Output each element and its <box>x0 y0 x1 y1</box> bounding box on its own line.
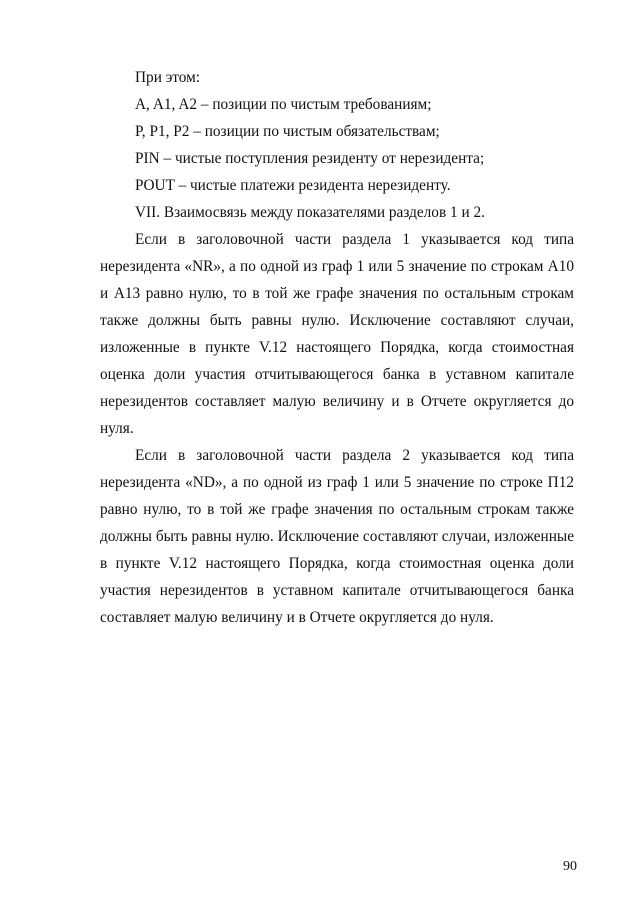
paragraph-section-2: Если в заголовочной части раздела 2 указывается код типа нерезидента «ND», а по одной из граф 1 или 5 значение по строке П12 равно нулю, то в той же графе значения по остальным строкам также должны быть равны нулю. Исключение составляют случаи, изложенные в пункте V.12 настоящего Порядка, когда стоимостная оценка доли участия нерезидентов в уставном капитале отчитывающегося банка составляет малую величину и в Отчете округляется до нуля. <box>100 447 574 626</box>
text-line-obligations: P, P1, P2 – позиции по чистым обязательствам; <box>135 123 440 140</box>
text-line-pin: PIN – чистые поступления резиденту от нерезидента; <box>135 150 485 167</box>
text-line-requirements: A, A1, A2 – позиции по чистым требованиям; <box>135 96 432 113</box>
text-line-pout: POUT – чистые платежи резидента нерезиденту. <box>135 177 451 194</box>
paragraph-section-1: Если в заголовочной части раздела 1 указывается код типа нерезидента «NR», а по одной из граф 1 или 5 значение по строкам A10 и A13 равно нулю, то в той же графе значения по остальным строкам также должны быть равны нулю. Исключение составляют случаи, изложенные в пункте V.12 настоящего Порядка, когда стоимостная оценка доли участия отчитывающегося банка в уставном капитале нерезидентов составляет малую величину и в Отчете округляется до нуля. <box>100 231 574 437</box>
text-line-intro: При этом: <box>135 69 201 86</box>
page-number: 90 <box>563 859 577 874</box>
page-body <box>100 64 574 631</box>
section-heading: VII. Взаимосвязь между показателями разделов 1 и 2. <box>135 204 485 221</box>
